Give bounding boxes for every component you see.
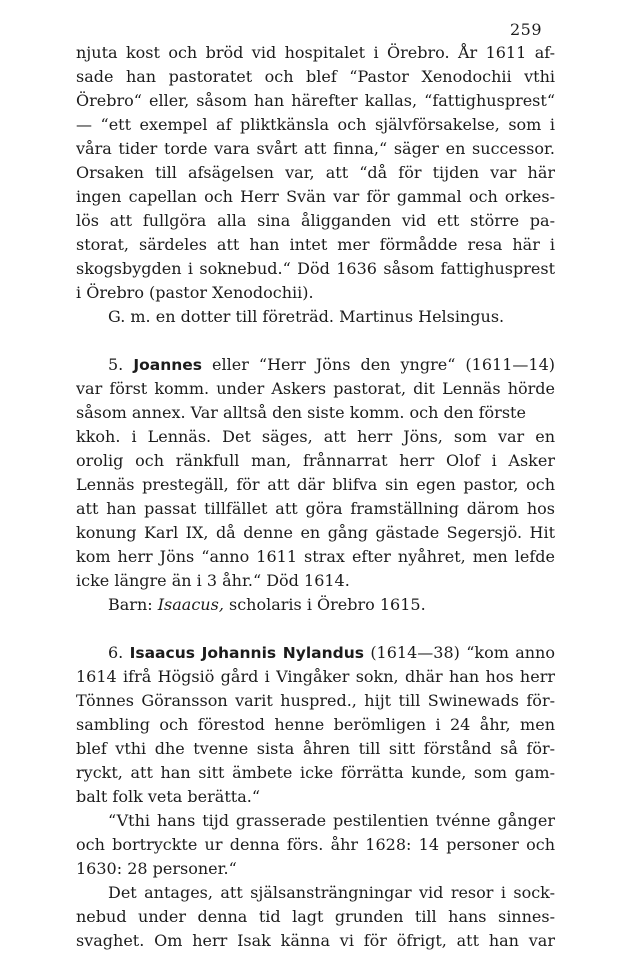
text-line: — “ett exempel af pliktkänsla och självförsakelse, som i [76, 115, 555, 134]
text-line: njuta kost och bröd vid hospitalet i Örebro. År 1611 af- [76, 43, 555, 62]
text-line: “Vthi hans tijd grasserade pestilentien tvénne gånger [108, 811, 555, 830]
text-line: i Örebro (pastor Xenodochii). [76, 283, 314, 302]
text-line: 1630: 28 personer.“ [76, 859, 237, 878]
text-fragment: scholaris i Örebro 1615. [229, 595, 426, 614]
entry-heading [108, 643, 555, 663]
text-line: kom herr Jöns “anno 1611 strax efter nyåhret, men lefde [76, 547, 555, 566]
entry-heading-rest: eller “Herr Jöns den yngre“ (1611—14) [212, 355, 555, 374]
text-line: 1614 ifrå Högsiö gård i Vingåker sokn, dhär han hos herr [76, 667, 555, 686]
barn-label: Barn: [108, 595, 153, 614]
text-line: Det antages, att själsansträngningar vid resor i sock- [108, 883, 555, 902]
text-fragment: såsom annex. [76, 403, 186, 422]
text-line: Tönnes Göransson varit huspred., hijt till Swinewads för- [76, 691, 555, 710]
page-number: 259 [510, 20, 543, 39]
text-line: balt folk veta berätta.“ [76, 787, 260, 806]
text-line: ingen capellan och Herr Svän var för gammal och orkes- [76, 187, 555, 206]
entry-name: Isaacus Johannis Nylandus [129, 644, 364, 662]
text-line: Lennäs prestegäll, för att där blifva sin egen pastor, och [76, 475, 555, 494]
entry-number: 5. [108, 355, 124, 374]
text-line: lös att fullgöra alla sina åligganden vid ett större pa- [76, 211, 555, 230]
text-line: G. m. en dotter till företräd. Martinus Helsingus. [108, 307, 505, 326]
text-line: blef vthi dhe tvenne sista åhren till sitt förstånd så för- [76, 739, 555, 758]
text-line: konung Karl IX, då denne en gång gästade Segersjö. Hit [76, 523, 555, 542]
text-line: skogsbygden i soknebud.“ Död 1636 såsom fattighusprest [76, 259, 555, 278]
text-line: nebud under denna tid lagt grunden till hans sinnes- [76, 907, 555, 926]
text-line: svaghet. Om herr Isak känna vi för öfrigt, att han var [76, 931, 555, 950]
text-line: ryckt, att han sitt ämbete icke förrätta kunde, som gam- [76, 763, 555, 782]
text-line: kkoh. i Lennäs. Det säges, att herr Jöns, som var en [76, 427, 555, 446]
entry-heading-rest: (1614—38) “kom anno [370, 643, 555, 662]
entry-name: Joannes [133, 356, 202, 374]
text-line: var först komm. under Askers pastorat, dit Lennäs hörde [76, 379, 555, 398]
text-line: våra tider torde vara svårt att finna,“ säger en successor. [76, 139, 555, 158]
text-line: Örebro“ eller, såsom han härefter kallas, “fattighusprest“ [76, 91, 555, 110]
text-line [76, 403, 555, 423]
text-line: och bortryckte ur denna förs. åhr 1628: 14 personer och [76, 835, 555, 854]
text-fragment: Var alltså den siste komm. och den förste [190, 403, 526, 422]
text-line: icke längre än i 3 åhr.“ Död 1614. [76, 571, 350, 590]
text-line: orolig och ränkfull man, frånnarrat herr Olof i Asker [76, 451, 555, 470]
text-line: sambling och förestod henne berömligen i 24 åhr, men [76, 715, 555, 734]
children-line [108, 595, 555, 615]
entry-number: 6. [108, 643, 124, 662]
child-name: Isaacus, [157, 595, 224, 614]
text-line: sade han pastoratet och blef “Pastor Xenodochii vthi [76, 67, 555, 86]
text-line: storat, särdeles att han intet mer förmådde resa här i [76, 235, 555, 254]
entry-heading [108, 355, 555, 375]
text-line: Orsaken till afsägelsen var, att “då för tijden var här [76, 163, 555, 182]
text-line: att han passat tillfället att göra framställning därom hos [76, 499, 555, 518]
